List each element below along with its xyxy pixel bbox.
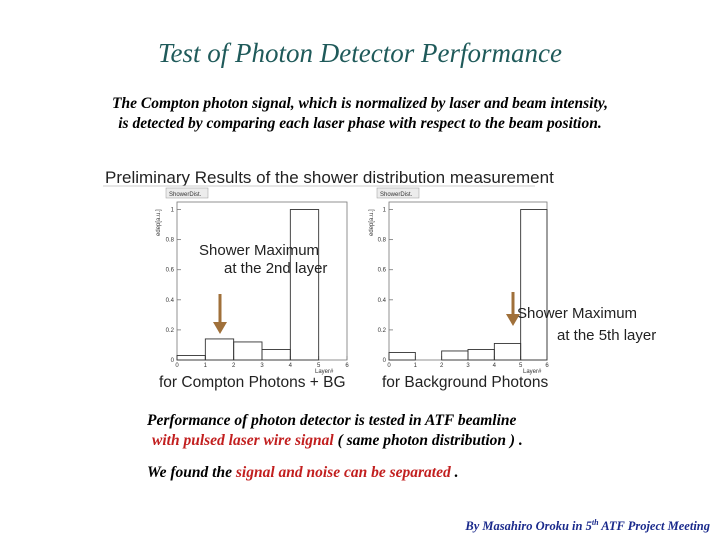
performance-line-1: Performance of photon detector is tested in ATF beamline [147, 412, 517, 429]
right-histogram-bar [494, 343, 520, 360]
right-panel-caption: for Background Photons [382, 374, 549, 391]
left-histogram-bar [205, 339, 233, 360]
left-annotation-line-1: Shower Maximum [199, 242, 320, 259]
credit-after: ATF Project Meeting [598, 519, 710, 534]
right-annotation-line-2: at the 5th layer [557, 327, 657, 344]
right-histogram-panel [369, 188, 656, 391]
performance-line-3-end: . [450, 464, 459, 481]
right-x-tick-label: 5 [518, 363, 523, 369]
left-y-tick-label: 0 [170, 358, 174, 364]
right-plot-frame [389, 202, 547, 360]
slide-title: Test of Photon Detector Performance [158, 38, 562, 68]
left-y-tick-label: 0.2 [165, 327, 174, 334]
right-x-tick-label: 2 [439, 363, 444, 369]
right-y-tick-label: 0.2 [377, 327, 386, 334]
pulsed-laser-highlight: with pulsed laser wire signal [152, 432, 334, 449]
right-panel-tab-label: ShowerDist. [380, 192, 413, 198]
right-x-tick-label: 3 [466, 363, 470, 369]
right-x-tick-label: 0 [387, 363, 391, 369]
left-histogram-bar [177, 355, 205, 360]
left-y-tick-label: 0.4 [165, 297, 174, 304]
left-y-tick-label: 0.8 [165, 237, 174, 244]
left-x-tick-label: 1 [203, 363, 208, 369]
left-panel-tab-label: ShowerDist. [169, 192, 202, 198]
left-panel-caption: for Compton Photons + BG [159, 374, 346, 391]
intro-text [40, 94, 680, 134]
performance-line-3-start: We found the [147, 464, 236, 481]
right-x-tick-label: 6 [545, 363, 549, 369]
left-x-tick-label: 3 [260, 363, 264, 369]
intro-line-2: is detected by comparing each laser phase with respect to the beam position. [118, 115, 602, 132]
left-plot-frame [177, 202, 347, 360]
right-histogram-bar [389, 352, 415, 360]
credit-superscript: th [591, 518, 599, 527]
right-y-tick-label: 0 [382, 358, 386, 364]
right-y-tick-label: 0.6 [377, 267, 386, 274]
right-x-axis-label: Layer# [523, 369, 542, 375]
presentation-credit [465, 518, 710, 534]
left-histogram-bar [262, 349, 290, 360]
performance-line-3 [147, 463, 458, 483]
left-histogram-bar [234, 342, 262, 360]
right-histogram-bar [442, 351, 468, 360]
right-histogram-bar [521, 210, 547, 360]
left-annotation-line-2: at the 2nd layer [224, 260, 328, 277]
left-plot-area [166, 208, 350, 369]
right-y-axis-label: edep[a.u.] [369, 209, 375, 236]
left-x-tick-label: 6 [345, 363, 349, 369]
left-histogram-bar [290, 210, 318, 360]
separation-highlight: signal and noise can be separated [235, 464, 451, 481]
right-plot-area [378, 208, 550, 369]
left-y-axis-label: edep[a.u.] [156, 209, 162, 236]
left-histogram-panel [156, 188, 349, 391]
right-histogram-bar [468, 349, 494, 360]
left-x-tick-label: 4 [288, 363, 293, 369]
right-y-tick-label: 1 [382, 207, 386, 214]
left-x-tick-label: 0 [175, 363, 179, 369]
right-annotation-line-1: Shower Maximum [517, 305, 638, 322]
left-x-tick-label: 5 [316, 363, 321, 369]
left-x-axis-label: Layer# [315, 369, 334, 375]
performance-line-2 [152, 431, 523, 451]
left-down-arrow-icon [213, 294, 227, 334]
left-y-tick-label: 1 [170, 207, 174, 214]
intro-line-1: The Compton photon signal, which is normalized by laser and beam intensity, [112, 95, 608, 112]
right-x-tick-label: 1 [413, 363, 418, 369]
shower-distribution-figure [103, 164, 673, 396]
figure-heading: Preliminary Results of the shower distribution measurement [105, 168, 554, 187]
right-x-tick-label: 4 [492, 363, 497, 369]
right-y-tick-label: 0.4 [377, 297, 386, 304]
right-y-tick-label: 0.8 [377, 237, 386, 244]
left-y-tick-label: 0.6 [165, 267, 174, 274]
figure-svg [103, 164, 673, 396]
left-x-tick-label: 2 [231, 363, 236, 369]
credit-before: By Masahiro Oroku in 5 [465, 519, 592, 534]
performance-line-2-rest: ( same photon distribution ) . [333, 432, 523, 449]
